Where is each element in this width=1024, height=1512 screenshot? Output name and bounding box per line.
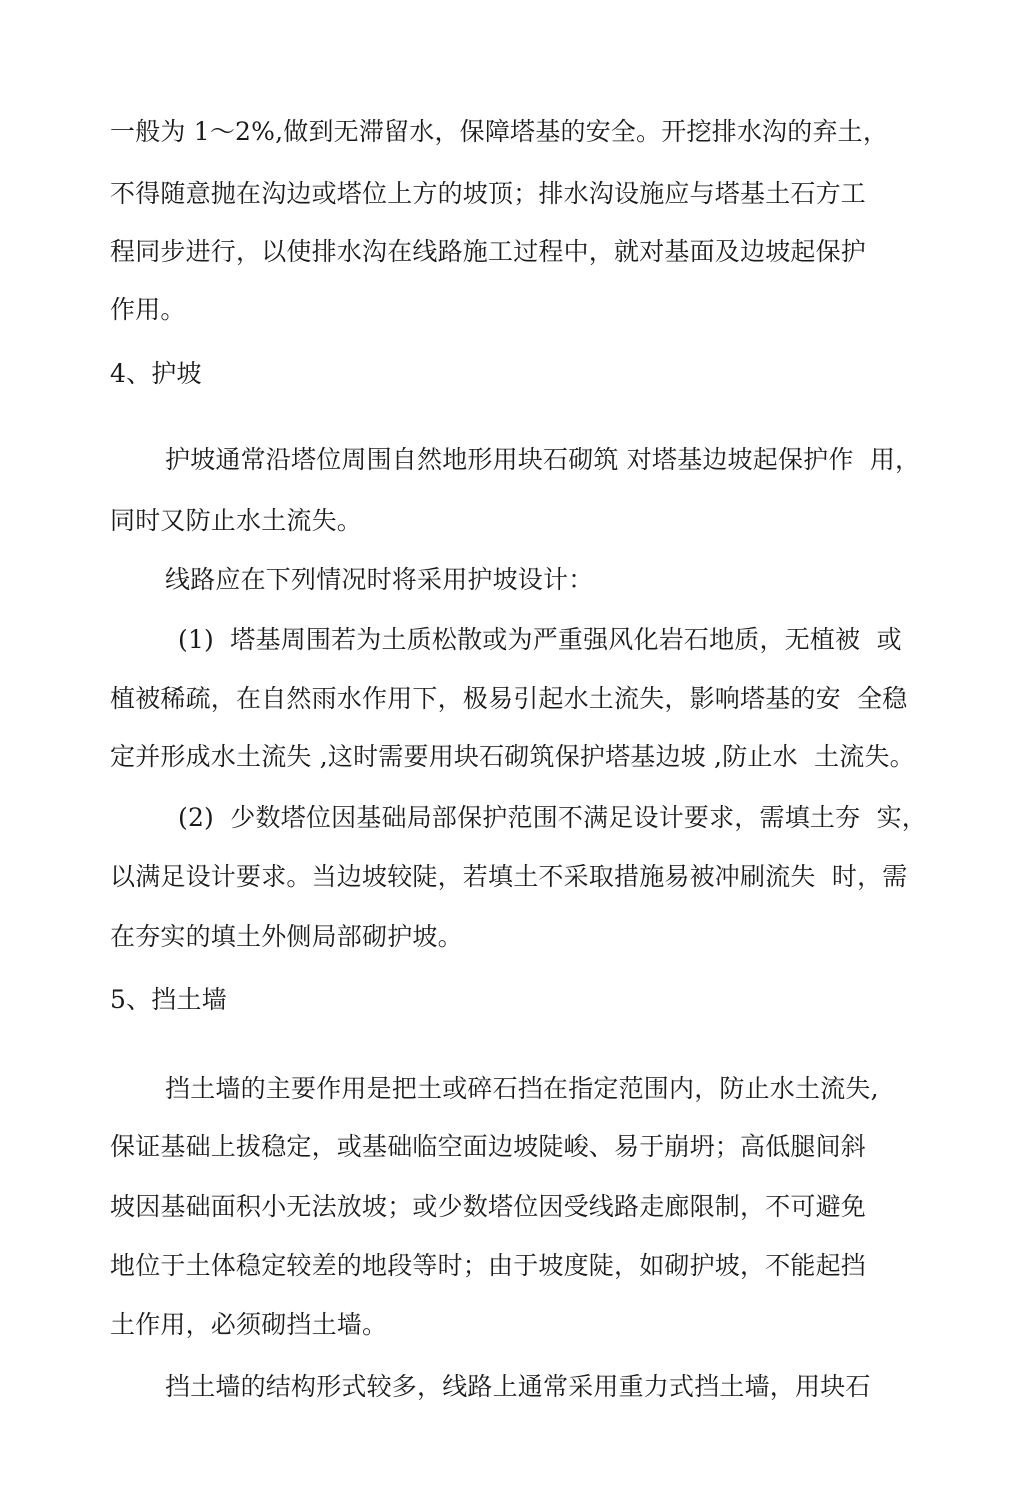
text-line: 坡因基础面积小无法放坡；或少数塔位因受线路走廊限制，不可避免 <box>110 1192 867 1221</box>
text-line: 程同步进行，以使排水沟在线路施工过程中，就对基面及边坡起保护 <box>110 237 867 266</box>
list-item: (1) 塔基周围若为土质松散或为严重强风化岩石地质，无植被 或 <box>178 625 902 654</box>
text-line: 保证基础上拔稳定，或基础临空面边坡陡峻、易于崩坍；高低腿间斜 <box>110 1132 867 1161</box>
text-line: 挡土墙的结构形式较多，线路上通常采用重力式挡土墙，用块石 <box>165 1372 871 1401</box>
text-line: 挡土墙的主要作用是把土或碎石挡在指定范围内，防止水土流失, <box>165 1074 879 1103</box>
text-line: 定并形成水土流失 ,这时需要用块石砌筑保护塔基边坡 ,防止水 土流失。 <box>110 742 915 771</box>
text-line: 护坡通常沿塔位周围自然地形用块石砌筑 对塔基边坡起保护作 用， <box>165 445 921 474</box>
text-line: 一般为 1～2%,做到无滞留水，保障塔基的安全。开挖排水沟的弃土， <box>110 117 889 146</box>
text-line: 在夯实的填土外侧局部砌护坡。 <box>110 922 463 951</box>
text-line: 同时又防止水土流失。 <box>110 506 363 535</box>
section-heading: 4、护坡 <box>110 359 202 388</box>
text-line: 植被稀疏，在自然雨水作用下，极易引起水土流失，影响塔基的安 全稳 <box>110 684 908 713</box>
text-line: 地位于土体稳定较差的地段等时；由于坡度陡，如砌护坡，不能起挡 <box>110 1251 867 1280</box>
section-heading: 5、挡土墙 <box>110 985 227 1014</box>
text-line: 线路应在下列情况时将采用护坡设计： <box>165 565 594 594</box>
text-line: 作用。 <box>110 295 186 324</box>
text-line: 以满足设计要求。当边坡较陡，若填土不采取措施易被冲刷流失 时，需 <box>110 862 908 891</box>
text-line: 土作用，必须砌挡土墙。 <box>110 1310 388 1339</box>
list-item: (2) 少数塔位因基础局部保护范围不满足设计要求，需填土夯 实， <box>178 803 928 832</box>
text-line: 不得随意抛在沟边或塔位上方的坡顶；排水沟设施应与塔基土石方工 <box>110 179 867 208</box>
